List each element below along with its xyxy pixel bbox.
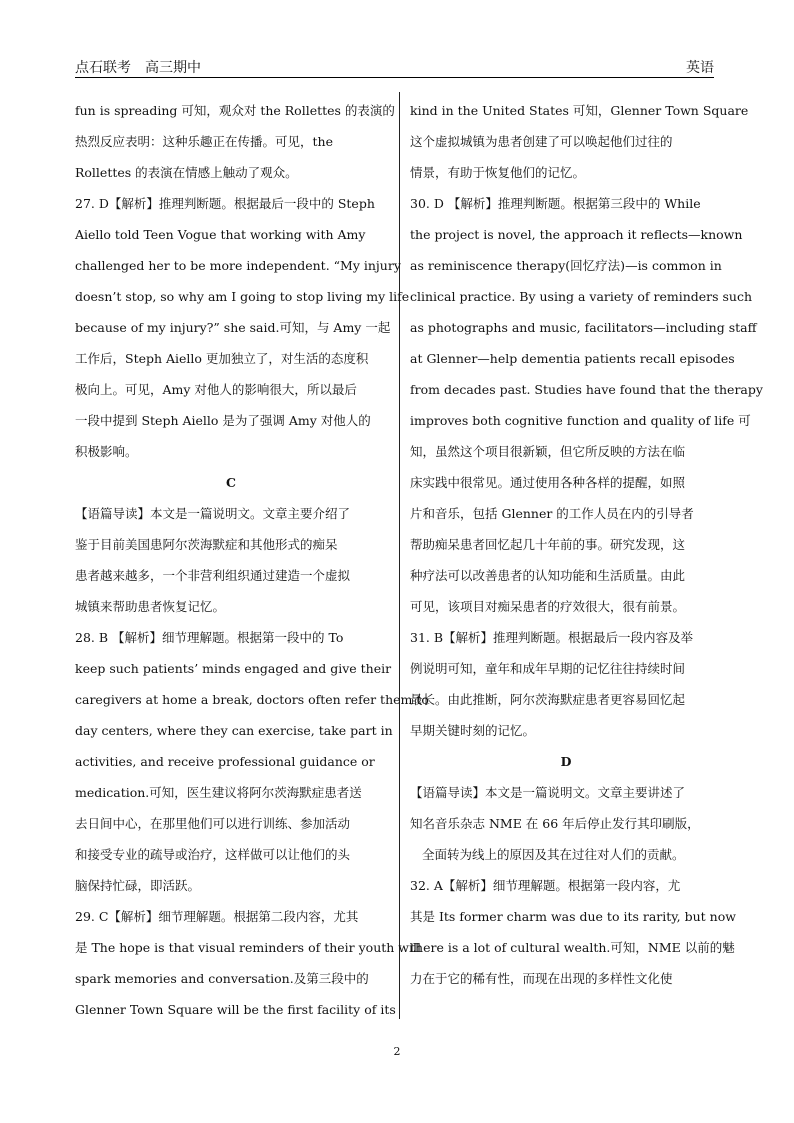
section-heading-d: D [560,754,572,769]
text-line: 去日间中心，在那里他们可以进行训练、参加活动 [75,816,351,831]
text-line: 早期关键时刻的记忆。 [410,723,536,738]
text-line: from decades past. Studies have found that the therapy [410,382,763,397]
text-line: 知名音乐杂志 NME 在 66 年后停止发行其印刷版， [410,816,700,831]
text-line: 热烈反应表明：这种乐趣正在传播。可见，the [75,134,333,149]
text-line: 最长。由此推断，阿尔茨海默症患者更容易回忆起 [410,692,686,707]
text-line: day centers, where they can exercise, take part in [75,723,393,738]
page-header [75,55,714,78]
text-line: Glenner Town Square will be the first facility of its [75,1002,396,1017]
text-line: kind in the United States 可知，Glenner Town Square [410,103,749,118]
text-line: 脑保持忙碌，即活跃。 [75,878,201,893]
text-line: activities, and receive professional guidance or [75,754,375,769]
text-line: 和接受专业的疏导或治疗，这样做可以让他们的头 [75,847,351,862]
text-line: 帮助痴呆患者回忆起几十年前的事。研究发现，这 [410,537,686,552]
text-line: clinical practice. By using a variety of reminders such [410,289,753,304]
text-line: 27. D【解析】推理判断题。根据最后一段中的 Steph [75,196,375,211]
text-line: challenged her to be more independent. “My injury [75,258,401,273]
text-line: 鉴于目前美国患阿尔茨海默症和其他形式的痴呆 [75,537,338,552]
text-line: 这个虚拟城镇为患者创建了可以唤起他们过往的 [410,134,673,149]
text-line: keep such patients’ minds engaged and give their [75,661,392,676]
column-divider [399,92,400,1019]
text-line: 城镇来帮助患者恢复记忆。 [75,599,226,614]
text-line: 【语篇导读】本文是一篇说明文。文章主要介绍了 [75,506,351,521]
text-line: Aiello told Teen Vogue that working with Amy [75,227,366,242]
text-line: 情景，有助于恢复他们的记忆。 [410,165,586,180]
text-line: 32. A【解析】细节理解题。根据第一段内容，尤 [410,878,681,893]
text-line: because of my injury?” she said.可知，与 Amy 一起 [75,320,391,335]
text-line: doesn’t stop, so why am I going to stop living my life [75,289,410,304]
text-line: 患者越来越多，一个非营利组织通过建造一个虚拟 [75,568,351,583]
text-line: 全面转为线上的原因及其在过往对人们的贡献。 [422,847,685,862]
text-line: there is a lot of cultural wealth.可知，NME 以前的魅 [410,940,735,955]
text-line: fun is spreading 可知，观众对 the Rollettes 的表演的 [75,103,395,118]
right-column [410,95,763,994]
text-line: 29. C【解析】细节理解题。根据第二段内容，尤其 [75,909,359,924]
text-line: as photographs and music, facilitators—including staff [410,320,757,335]
text-line: 是 The hope is that visual reminders of their youth will [75,940,421,955]
text-line: at Glenner—help dementia patients recall episodes [410,351,735,366]
text-line: 积极影响。 [75,444,138,459]
text-line: 力在于它的稀有性，而现在出现的多样性文化使 [410,971,673,986]
text-line: 知，虽然这个项目很新颖，但它所反映的方法在临 [410,444,686,459]
text-line: 种疗法可以改善患者的认知功能和生活质量。由此 [410,568,686,583]
text-line: 31. B【解析】推理判断题。根据最后一段内容及举 [410,630,694,645]
text-line: 【语篇导读】本文是一篇说明文。文章主要讲述了 [410,785,686,800]
header-title: 点石联考 高三期中 [75,60,201,76]
text-line: 28. B 【解析】细节理解题。根据第一段中的 To [75,630,344,645]
text-line: spark memories and conversation.及第三段中的 [75,971,369,986]
text-line: medication.可知，医生建议将阿尔茨海默症患者送 [75,785,362,800]
text-line: caregivers at home a break, doctors often refer them to [75,692,429,707]
left-column [75,95,429,1025]
text-line: Rollettes 的表演在情感上触动了观众。 [75,165,298,180]
text-line: 其是 Its former charm was due to its rarity, but now [410,909,736,924]
text-line: 例说明可知，童年和成年早期的记忆往往持续时间 [410,661,686,676]
text-line: 极向上。可见，Amy 对他人的影响很大，所以最后 [75,382,357,397]
text-line: 可见，该项目对痴呆患者的疗效很大，很有前景。 [410,599,686,614]
header-subject: 英语 [686,60,714,76]
text-line: 床实践中很常见。通过使用各种各样的提醒，如照 [410,475,686,490]
section-heading-c: C [226,475,236,490]
text-line: 30. D 【解析】推理判断题。根据第三段中的 While [410,196,701,211]
text-line: improves both cognitive function and quality of life 可 [410,413,751,428]
text-line: 一段中提到 Steph Aiello 是为了强调 Amy 对他人的 [75,413,371,428]
text-line: 工作后，Steph Aiello 更加独立了，对生活的态度积 [75,351,369,366]
text-line: as reminiscence therapy(回忆疗法)—is common in [410,258,722,273]
text-line: the project is novel, the approach it reflects—known [410,227,743,242]
text-line: 片和音乐，包括 Glenner 的工作人员在内的引导者 [410,506,694,521]
page-number: 2 [393,1045,401,1058]
